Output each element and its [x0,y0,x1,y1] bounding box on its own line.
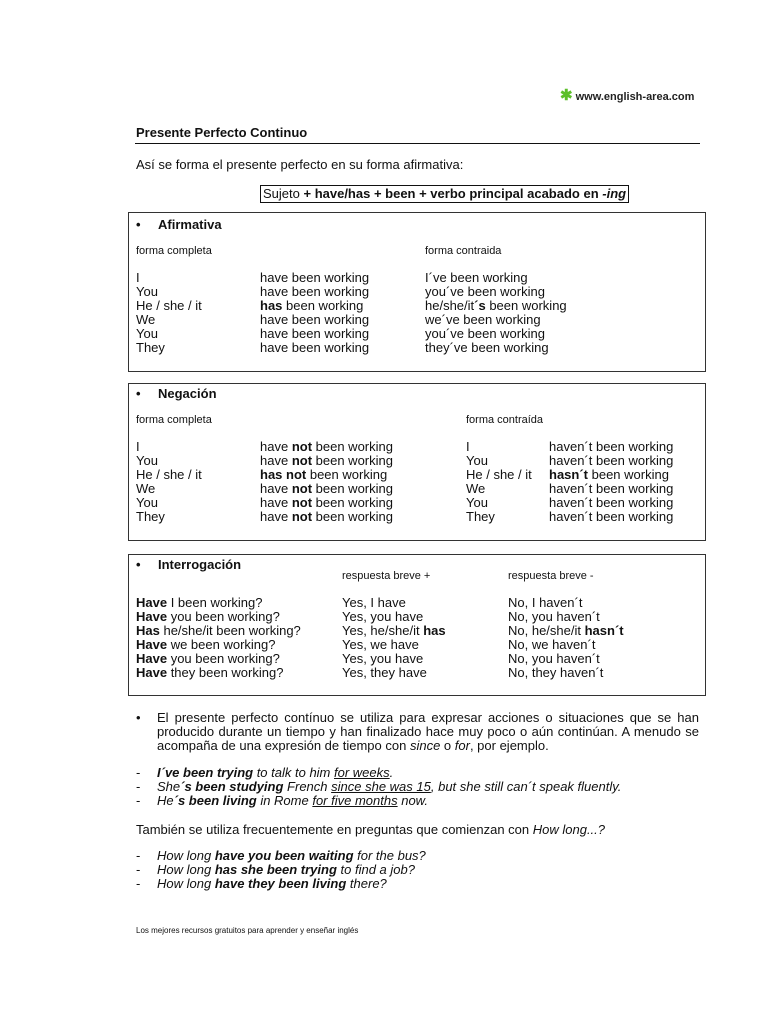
short-answer-negative: No, we haven´t [508,637,596,652]
bullet-icon: • [136,217,141,232]
short-answer-negative: No, they haven´t [508,665,604,680]
negacion-contracted-form: hasn´t been working [549,467,669,482]
negacion-contracted-subject: They [466,509,495,524]
example-sentence: - I´ve been trying to talk to him for weeks. [136,765,394,780]
afirmativa-subject: You [136,284,158,299]
negacion-subject: He / she / it [136,467,202,482]
interrogacion-col3-label: respuesta breve - [508,570,594,582]
negacion-col1-label: forma completa [136,414,212,426]
negacion-contracted-form: haven´t been working [549,495,674,510]
negacion-subject: I [136,439,140,454]
negacion-subject: You [136,453,158,468]
short-answer-negative: No, you haven´t [508,609,600,624]
afirmativa-full-form: have been working [260,340,370,355]
question: Have you been working? [136,651,280,666]
short-answer-positive: Yes, you have [342,651,424,666]
question: Have they been working? [136,665,284,680]
afirmativa-contracted-form: we´ve been working [425,312,541,327]
star-logo-icon: ✱ [560,87,573,104]
afirmativa-contracted-form: you´ve been working [425,284,545,299]
afirmativa-full-form: have been working [260,270,370,285]
short-answer-positive: Yes, we have [342,637,419,652]
negacion-contracted-form: haven´t been working [549,481,674,496]
negacion-contracted-form: haven´t been working [549,453,674,468]
afirmativa-subject: We [136,312,156,327]
afirmativa-contracted-form: they´ve been working [425,340,549,355]
usage-paragraph: • El presente perfecto contínuo se utiliza para expresar acciones o situaciones que se han producido durante un tiempo y han finalizado hace muy poco o aún continúan. A menudo se acompaña de una expresión de tiempo con since o for, por ejemplo. [136,710,699,753]
example-sentence: - She´s been studying French since she was 15, but she still can´t speak fluently. [136,779,622,794]
interrogacion-heading: • Interrogación [136,557,242,572]
title-divider [135,143,700,144]
interrogacion-box [128,554,706,696]
formula-box [260,185,629,203]
negacion-heading: • Negación [136,386,217,401]
question: Have I been working? [136,595,263,610]
afirmativa-full-form: have been working [260,326,370,341]
afirmativa-subject: They [136,340,165,355]
afirmativa-full-form: has been working [260,298,364,313]
negacion-full-form: have not been working [260,495,393,510]
short-answer-positive: Yes, I have [342,595,406,610]
short-answer-negative: No, you haven´t [508,651,600,666]
negacion-subject: You [136,495,158,510]
afirmativa-box [128,212,706,372]
how-long-example: - How long have you been waiting for the bus? [136,848,426,863]
afirmativa-contracted-form: I´ve been working [425,270,528,285]
negacion-full-form: has not been working [260,467,388,482]
afirmativa-subject: He / she / it [136,298,202,313]
short-answer-negative: No, he/she/it hasn´t [508,623,624,638]
how-long-intro: También se utiliza frecuentemente en preguntas que comienzan con How long...? [136,822,606,837]
afirmativa-col1-label: forma completa [136,245,212,257]
formula-ing: -ing [602,186,627,201]
formula-structure: + have/has + been + verbo principal acabado en [299,186,603,201]
short-answer-positive: Yes, he/she/it has [342,623,446,638]
interrogacion-col2-label: respuesta breve + [342,570,431,582]
short-answer-negative: No, I haven´t [508,595,583,610]
bullet-icon: • [136,386,141,401]
negacion-full-form: have not been working [260,439,393,454]
negacion-contracted-subject: We [466,481,486,496]
bullet-icon: • [136,557,141,572]
negacion-subject: We [136,481,156,496]
short-answer-positive: Yes, you have [342,609,424,624]
site-logo [560,86,694,104]
negacion-contracted-subject: He / she / it [466,467,532,482]
negacion-full-form: have not been working [260,481,393,496]
logo-text: www.english-area.com [575,91,695,103]
negacion-contracted-subject: You [466,453,488,468]
question: Have you been working? [136,609,280,624]
afirmativa-full-form: have been working [260,284,370,299]
formula-subject: Sujeto [263,186,300,201]
intro-text: Así se forma el presente perfecto en su forma afirmativa: [136,157,464,172]
negacion-col2-label: forma contraída [466,414,544,426]
negacion-contracted-form: haven´t been working [549,439,674,454]
page-title: Presente Perfecto Continuo [136,125,308,140]
negacion-contracted-subject: You [466,495,488,510]
afirmativa-subject: You [136,326,158,341]
how-long-example: - How long have they been living there? [136,876,387,891]
question: Have we been working? [136,637,276,652]
afirmativa-subject: I [136,270,140,285]
negacion-contracted-form: haven´t been working [549,509,674,524]
negacion-full-form: have not been working [260,509,393,524]
negacion-box [128,383,706,541]
negacion-contracted-subject: I [466,439,470,454]
question: Has he/she/it been working? [136,623,301,638]
short-answer-positive: Yes, they have [342,665,427,680]
afirmativa-heading: • Afirmativa [136,217,222,232]
afirmativa-col2-label: forma contraida [425,245,502,257]
afirmativa-contracted-form: he/she/it´s been working [425,298,567,313]
afirmativa-full-form: have been working [260,312,370,327]
bullet-icon: • [136,710,141,725]
afirmativa-contracted-form: you´ve been working [425,326,545,341]
footer-text: Los mejores recursos gratuitos para aprender y enseñar inglés [136,926,359,935]
example-sentence: - He´s been living in Rome for five months now. [136,793,428,808]
negacion-full-form: have not been working [260,453,393,468]
how-long-example: - How long has she been trying to find a job? [136,862,415,877]
negacion-subject: They [136,509,165,524]
